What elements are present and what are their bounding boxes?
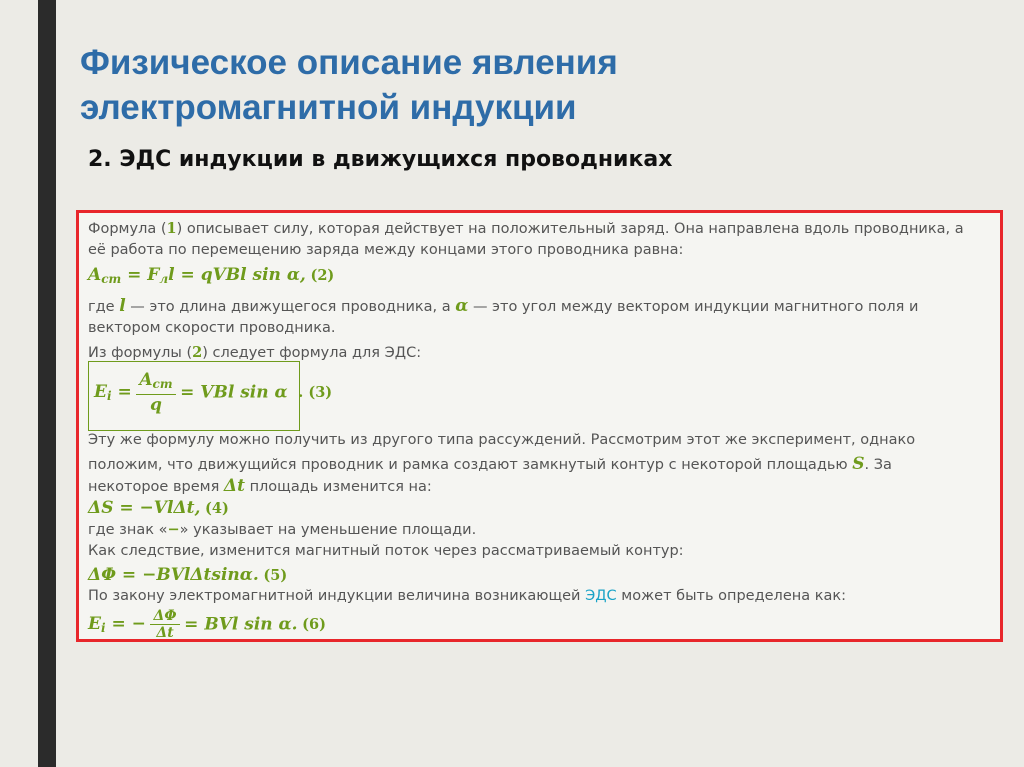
paragraph-2-line-1: где l — это длина движущегося проводника, а α — это угол между вектором индукции магнитного поля и — [88, 296, 919, 316]
equation-2: $A_{cm} = F_лl$ = qVBl sin α, (2) — [88, 265, 335, 286]
paragraph-5: где знак «−» указывает на уменьшение площади. — [88, 521, 477, 538]
slide-subtitle: 2. ЭДС индукции в движущихся проводниках — [88, 147, 673, 172]
left-accent-bar — [38, 0, 56, 767]
equation-6: $E_i$ = − $\frac{\Delta\Phi}{\Delta t}$ = BVl sin α. (6) — [88, 608, 326, 641]
title-line-2: электромагнитной индукции — [80, 88, 577, 127]
paragraph-2-line-2: вектором скорости проводника. — [88, 320, 336, 336]
title-line-1: Физическое описание явления — [80, 43, 618, 82]
emf-link[interactable]: ЭДС — [585, 588, 617, 604]
equation-3-fraction: $\frac{A_{cm}}{q}$ — [136, 370, 175, 415]
paragraph-3: Из формулы (2) следует формула для ЭДС: — [88, 344, 422, 361]
paragraph-1-line-1: Формула (1) описывает силу, которая действует на положительный заряд. Она направлена вдоль проводника, а — [88, 220, 964, 237]
equation-6-fraction: $\frac{\Delta\Phi}{\Delta t}$ — [150, 608, 179, 641]
paragraph-6: Как следствие, изменится магнитный поток через рассматриваемый контур: — [88, 543, 684, 559]
paragraph-4-line-2: положим, что движущийся проводник и рамка создают замкнутый контур с некоторой площадью S. За — [88, 454, 892, 474]
paragraph-7: По закону электромагнитной индукции величина возникающей ЭДС может быть определена как: — [88, 588, 846, 604]
equation-5: ΔΦ = −BVlΔtsinα. (5) — [88, 565, 288, 585]
paragraph-1-line-2: её работа по перемещению заряда между концами этого проводника равна: — [88, 242, 684, 258]
slide-title — [80, 40, 880, 130]
equation-3: $E_i$ = $\frac{A_{cm}}{q}$ = VBl sin α . (3) — [94, 370, 333, 415]
paragraph-4-line-1: Эту же формулу можно получить из другого типа рассуждений. Рассмотрим этот же эксперимент, однако — [88, 432, 916, 448]
equation-4: ΔS = −VlΔt, (4) — [88, 498, 229, 518]
paragraph-4-line-3: некоторое время Δt площадь изменится на: — [88, 476, 432, 496]
